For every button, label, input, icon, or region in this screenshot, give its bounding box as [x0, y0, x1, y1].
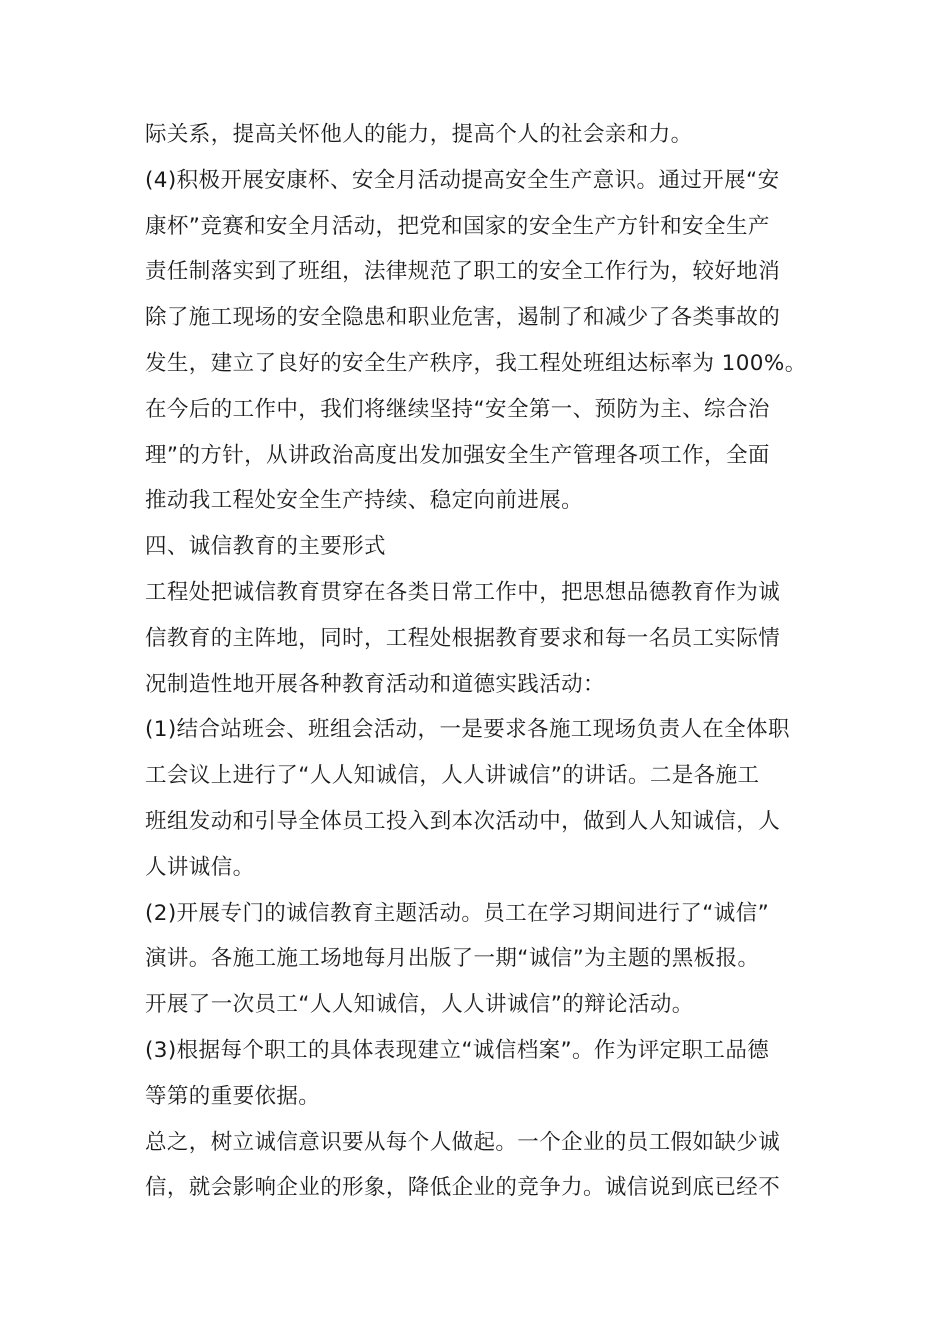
text-line: 总之，树立诚信意识要从每个人做起。一个企业的员工假如缺少诚 [145, 1129, 781, 1155]
text-line: 信，就会影响企业的形象，降低企业的竞争力。诚信说到底已经不 [145, 1175, 781, 1201]
text-line: 康杯”竞赛和安全月活动，把党和国家的安全生产方针和安全生产 [145, 213, 770, 239]
section-heading: 四、诚信教育的主要形式 [145, 534, 386, 560]
text-line: 责任制落实到了班组，法律规范了职工的安全工作行为，较好地消 [145, 259, 781, 285]
text-line: 开展了一次员工“人人知诚信，人人讲诚信”的辩论活动。 [145, 992, 694, 1018]
text-line: 际关系，提高关怀他人的能力，提高个人的社会亲和力。 [145, 122, 693, 147]
text-line: 理”的方针，从讲政治高度出发加强安全生产管理各项工作，全面 [145, 442, 770, 468]
text-line: 除了施工现场的安全隐患和职业危害，遏制了和减少了各类事故的 [145, 305, 781, 331]
text-line: 发生，建立了良好的安全生产秩序，我工程处班组达标率为 100%。 [145, 350, 807, 376]
document-body [145, 112, 805, 1211]
text-line: 等第的重要依据。 [145, 1083, 321, 1109]
text-line: 况制造性地开展各种教育活动和道德实践活动： [145, 671, 605, 697]
text-line: 工程处把诚信教育贯穿在各类日常工作中，把思想品德教育作为诚 [145, 579, 781, 605]
text-line: 信教育的主阵地，同时，工程处根据教育要求和每一名员工实际情 [145, 625, 781, 651]
text-line: (4)积极开展安康杯、安全月活动提高安全生产意识。通过开展“安 [145, 167, 780, 193]
text-line: 人讲诚信。 [145, 854, 255, 880]
text-line: (1)结合站班会、班组会活动，一是要求各施工现场负责人在全体职 [145, 717, 790, 743]
text-line: 在今后的工作中，我们将继续坚持“安全第一、预防为主、综合治 [145, 396, 770, 422]
text-line: 工会议上进行了“人人知诚信，人人讲诚信”的讲话。二是各施工 [145, 763, 760, 789]
text-line: (2)开展专门的诚信教育主题活动。员工在学习期间进行了“诚信” [145, 900, 770, 926]
text-line: 演讲。各施工施工场地每月出版了一期“诚信”为主题的黑板报。 [145, 946, 760, 972]
text-line: 推动我工程处安全生产持续、稳定向前进展。 [145, 488, 584, 514]
text-line: (3)根据每个职工的具体表现建立“诚信档案”。作为评定职工品德 [145, 1037, 770, 1063]
text-line: 班组发动和引导全体员工投入到本次活动中，做到人人知诚信，人 [145, 808, 781, 834]
